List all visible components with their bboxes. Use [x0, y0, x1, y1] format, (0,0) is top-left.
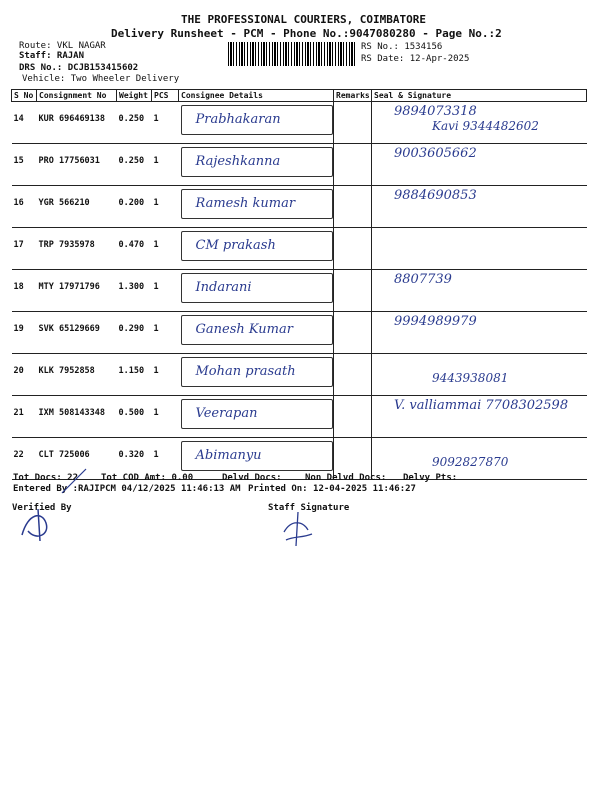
row-weight: 0.470 — [117, 228, 152, 270]
signature-line-2: 9092827870 — [432, 455, 509, 469]
total-cod: Tot COD Amt: 0.00 — [101, 473, 194, 483]
row-remarks — [334, 228, 372, 270]
rs-date: RS Date: 12-Apr-2025 — [361, 54, 470, 64]
signature-line-1: 9884690853 — [394, 188, 477, 203]
row-consignee-cell — [179, 354, 334, 396]
row-signature-cell — [372, 270, 587, 312]
row-consignee-cell — [179, 102, 334, 144]
consignee-name: Indarani — [195, 280, 252, 295]
verified-by-label: Verified By — [12, 503, 72, 513]
drs-number: DRS No.: DCJB153415602 — [19, 63, 139, 73]
row-pcs: 1 — [152, 396, 179, 438]
row-remarks — [334, 144, 372, 186]
signature-line-1: 9003605662 — [394, 146, 477, 161]
table-row — [12, 270, 587, 312]
row-consignee-cell — [179, 270, 334, 312]
row-signature-cell — [372, 102, 587, 144]
row-consignment-no: IXM 508143348 — [37, 396, 117, 438]
row-pcs: 1 — [152, 228, 179, 270]
col-weight: Weight — [117, 90, 152, 102]
row-signature-cell — [372, 186, 587, 228]
consignee-box — [181, 189, 333, 219]
entered-by: Entered By :RAJIPCM 04/12/2025 11:46:13 AM — [13, 484, 241, 494]
consignee-box — [181, 147, 333, 177]
row-remarks — [334, 312, 372, 354]
table-row — [12, 186, 587, 228]
col-sno: S No — [12, 90, 37, 102]
row-sno: 16 — [12, 186, 37, 228]
row-sno: 20 — [12, 354, 37, 396]
col-remarks: Remarks — [334, 90, 372, 102]
row-remarks — [334, 102, 372, 144]
row-sno: 22 — [12, 438, 37, 480]
consignee-box — [181, 357, 333, 387]
consignee-name: CM prakash — [195, 238, 276, 253]
signature-line-1: V. valliammai 7708302598 — [394, 398, 569, 413]
row-consignee-cell — [179, 312, 334, 354]
table-row — [12, 354, 587, 396]
row-weight: 0.320 — [117, 438, 152, 480]
consignee-box — [181, 399, 333, 429]
row-consignment-no: CLT 725006 — [37, 438, 117, 480]
row-pcs: 1 — [152, 270, 179, 312]
row-pcs: 1 — [152, 438, 179, 480]
consignee-name: Ganesh Kumar — [195, 322, 293, 337]
row-signature-cell — [372, 354, 587, 396]
delivery-points: Delvy Pts: — [403, 473, 458, 483]
row-remarks — [334, 186, 372, 228]
consignee-box — [181, 315, 333, 345]
signature-line-1: 8807739 — [394, 272, 452, 287]
table-header-row — [12, 90, 587, 102]
row-pcs: 1 — [152, 102, 179, 144]
printed-on: Printed On: 12-04-2025 11:46:27 — [248, 484, 416, 494]
row-weight: 1.300 — [117, 270, 152, 312]
signature-line-2: Kavi 9344482602 — [432, 119, 539, 133]
row-pcs: 1 — [152, 312, 179, 354]
row-signature-cell — [372, 312, 587, 354]
table-row — [12, 312, 587, 354]
staff-signature-label: Staff Signature — [268, 503, 350, 513]
signature-line-1: 9894073318 — [394, 104, 477, 119]
row-weight: 1.150 — [117, 354, 152, 396]
row-consignment-no: MTY 17971796 — [37, 270, 117, 312]
row-consignment-no: KUR 696469138 — [37, 102, 117, 144]
consignee-box — [181, 105, 333, 135]
barcode — [228, 42, 356, 66]
signature-line-1: 9994989979 — [394, 314, 477, 329]
consignee-box — [181, 273, 333, 303]
table-row — [12, 396, 587, 438]
consignee-name: Rajeshkanna — [195, 154, 281, 169]
row-weight: 0.250 — [117, 144, 152, 186]
total-docs: Tot Docs: 22 — [13, 473, 79, 483]
col-signature: Seal & Signature — [372, 90, 587, 102]
company-title: THE PROFESSIONAL COURIERS, COIMBATORE — [181, 13, 427, 26]
tick-mark — [60, 467, 90, 495]
consignee-box — [181, 441, 333, 471]
row-weight: 0.290 — [117, 312, 152, 354]
col-consignee: Consignee Details — [179, 90, 334, 102]
col-consignment: Consignment No — [37, 90, 117, 102]
row-sno: 15 — [12, 144, 37, 186]
row-sno: 19 — [12, 312, 37, 354]
consignee-box — [181, 231, 333, 261]
consignee-name: Veerapan — [195, 406, 258, 421]
row-consignee-cell — [179, 228, 334, 270]
row-signature-cell — [372, 396, 587, 438]
table-row — [12, 228, 587, 270]
row-signature-cell — [372, 228, 587, 270]
row-remarks — [334, 396, 372, 438]
delivered-docs: Delvd Docs: — [222, 473, 282, 483]
col-pcs: PCS — [152, 90, 179, 102]
row-consignment-no: TRP 7935978 — [37, 228, 117, 270]
row-consignee-cell — [179, 144, 334, 186]
rs-number: RS No.: 1534156 — [361, 42, 443, 52]
staff-label: Staff: RAJAN — [19, 51, 85, 61]
row-pcs: 1 — [152, 354, 179, 396]
row-signature-cell — [372, 144, 587, 186]
row-weight: 0.200 — [117, 186, 152, 228]
row-consignment-no: YGR 566210 — [37, 186, 117, 228]
row-remarks — [334, 270, 372, 312]
verified-signature-mark — [18, 505, 58, 545]
non-delivered-docs: Non Delvd Docs: — [305, 473, 387, 483]
runsheet-subtitle: Delivery Runsheet - PCM - Phone No.:9047080280 - Page No.:2 — [111, 27, 502, 40]
table-row — [12, 438, 587, 480]
consignee-name: Mohan prasath — [195, 364, 296, 379]
row-consignee-cell — [179, 186, 334, 228]
consignee-name: Abimanyu — [195, 448, 262, 463]
row-consignment-no: SVK 65129669 — [37, 312, 117, 354]
table-row — [12, 144, 587, 186]
row-weight: 0.250 — [117, 102, 152, 144]
vehicle-label: Vehicle: Two Wheeler Delivery — [22, 74, 180, 84]
row-sno: 18 — [12, 270, 37, 312]
table-row — [12, 102, 587, 144]
row-sno: 14 — [12, 102, 37, 144]
row-consignment-no: KLK 7952858 — [37, 354, 117, 396]
row-remarks — [334, 354, 372, 396]
signature-line-2: 9443938081 — [432, 371, 509, 385]
runsheet-table — [11, 89, 587, 480]
consignee-name: Ramesh kumar — [195, 196, 296, 211]
row-pcs: 1 — [152, 186, 179, 228]
row-sno: 17 — [12, 228, 37, 270]
row-consignment-no: PRO 17756031 — [37, 144, 117, 186]
row-weight: 0.500 — [117, 396, 152, 438]
row-sno: 21 — [12, 396, 37, 438]
staff-signature-mark — [278, 508, 318, 550]
route-label: Route: VKL NAGAR — [19, 41, 106, 51]
row-pcs: 1 — [152, 144, 179, 186]
consignee-name: Prabhakaran — [195, 112, 281, 127]
row-consignee-cell — [179, 396, 334, 438]
